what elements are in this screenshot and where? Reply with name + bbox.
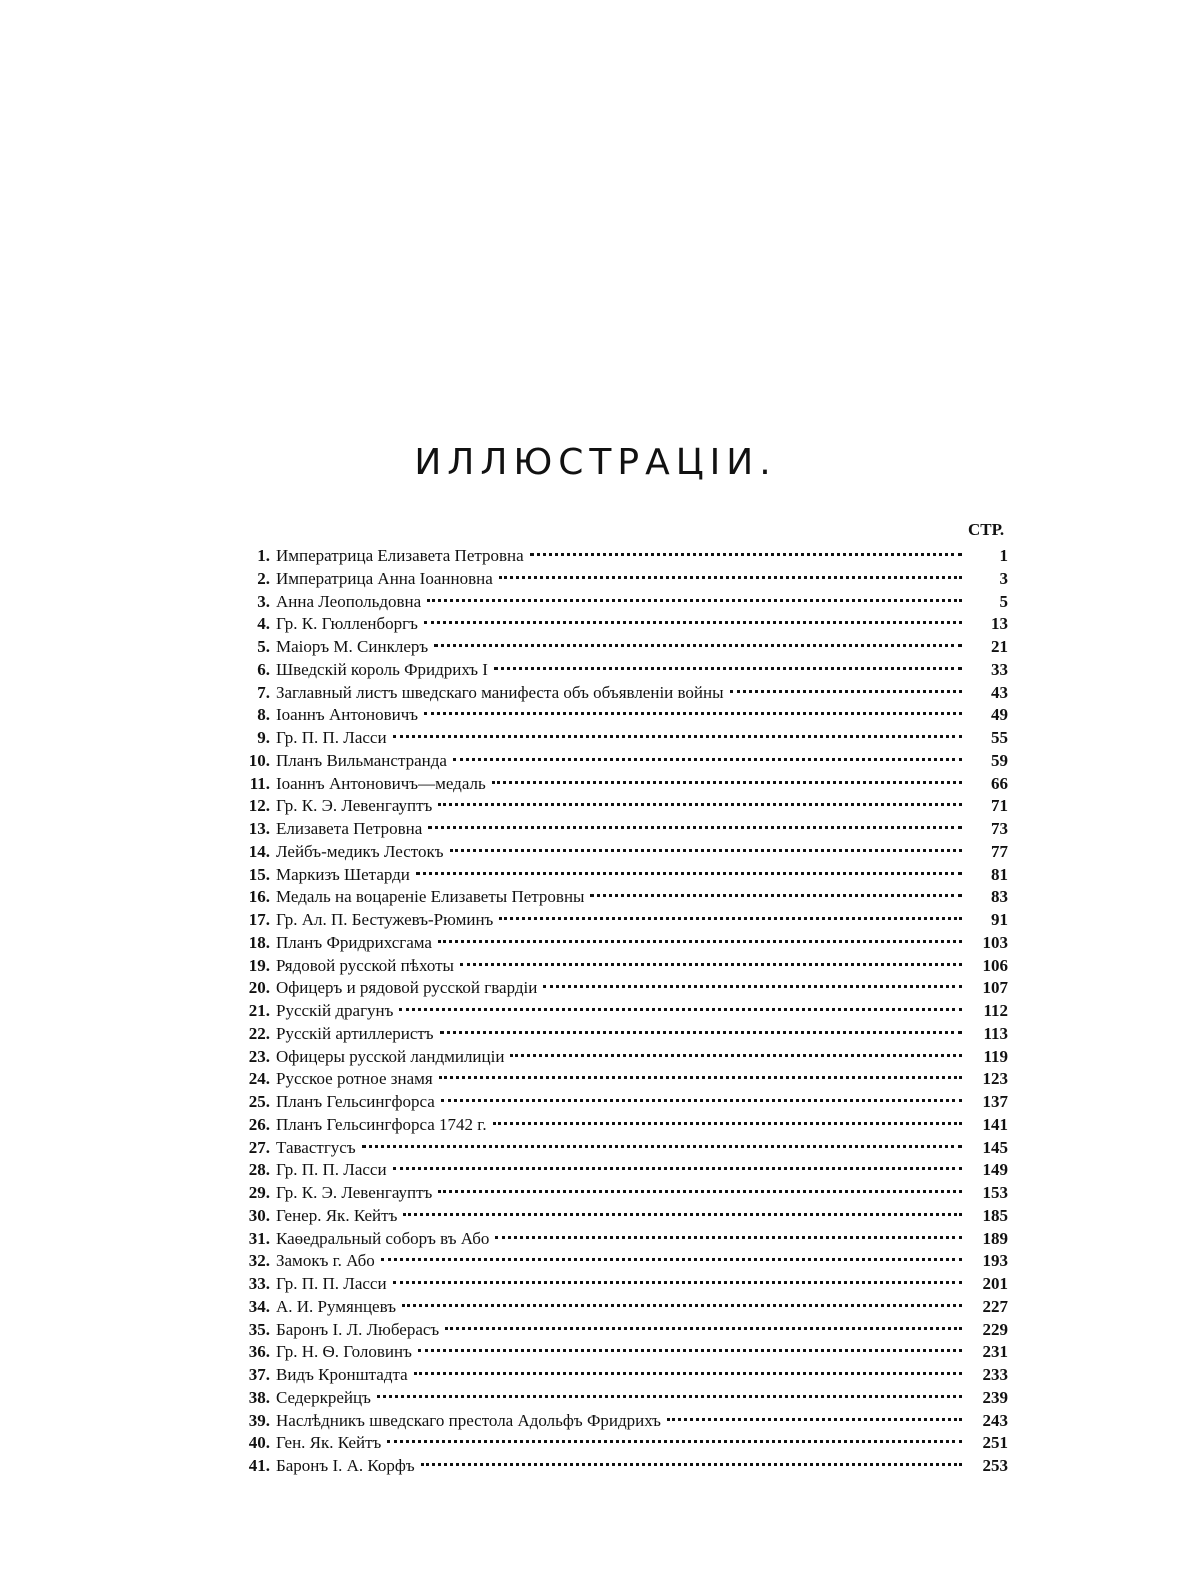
item-number: 17. [248,910,270,929]
item-page-number: 137 [982,1092,1008,1111]
item-title: Седеркрейцъ [276,1387,371,1407]
item-page-number: 73 [991,819,1008,838]
list-item[interactable] [236,1091,1008,1114]
item-title: Генер. Як. Кейтъ [276,1205,398,1225]
dot-leader [590,894,962,897]
item-page-number: 106 [982,955,1008,975]
item-number: 35. [248,1319,270,1339]
item-title: Баронъ І. Л. Люберасъ [276,1319,440,1339]
item-title: А. И. Румянцевъ [276,1296,396,1316]
item-page-number: 43 [991,682,1008,702]
item-title: Гр. К. Э. Левенгауптъ [276,1183,433,1202]
item-title: Гр. Ал. П. Бестужевъ-Рюминъ [276,910,494,929]
item-title: Русскій артиллеристъ [276,1023,434,1043]
dot-leader [510,1054,962,1057]
list-item[interactable] [236,704,1008,727]
dot-leader [427,599,962,602]
list-item[interactable] [236,1182,1008,1205]
dot-leader [493,1122,962,1125]
item-title: Русскій драгунъ [276,1001,394,1020]
list-item[interactable] [236,568,1008,591]
illustrations-list [236,545,1008,1478]
item-page-number: 83 [991,887,1008,907]
item-title: Гр. П. П. Ласси [276,1274,387,1293]
item-number: 30. [248,1205,270,1225]
list-item[interactable] [236,1046,1008,1069]
item-title: Шведскій король Фридрихъ I [276,659,488,679]
item-page-number: 239 [982,1387,1008,1407]
item-number: 3. [257,591,270,611]
item-number: 15. [248,864,270,884]
item-number: 2. [257,568,270,588]
item-number: 24. [248,1069,270,1089]
dot-leader [441,1099,962,1102]
item-page-number: 71 [991,796,1008,816]
item-title: Замокъ г. Або [276,1251,375,1271]
item-number: 20. [248,978,270,998]
item-page-number: 113 [983,1023,1008,1043]
item-number: 40. [248,1433,270,1453]
dot-leader [438,940,962,943]
item-page-number: 233 [982,1365,1008,1384]
item-number: 6. [257,659,270,679]
item-title: Гр. К. Э. Левенгауптъ [276,796,433,816]
item-title: Планъ Гельсингфорса [276,1092,435,1111]
item-page-number: 66 [991,773,1008,793]
dot-leader [494,667,962,670]
item-number: 19. [248,955,270,975]
item-page-number: 153 [982,1183,1008,1202]
item-title: Ген. Як. Кейтъ [276,1433,382,1453]
item-page-number: 227 [982,1296,1008,1316]
list-item[interactable] [236,1068,1008,1091]
item-page-number: 201 [982,1274,1008,1293]
list-item[interactable] [236,977,1008,1000]
item-number: 22. [248,1023,270,1043]
list-item[interactable] [236,1114,1008,1137]
dot-leader [438,1190,962,1193]
item-number: 37. [248,1365,270,1384]
dot-leader [362,1145,962,1148]
list-item[interactable] [236,1205,1008,1228]
list-item[interactable] [236,1023,1008,1046]
list-item[interactable] [236,1364,1008,1387]
item-title: Анна Леопольдовна [276,591,422,611]
item-page-number: 77 [991,841,1008,861]
item-title: Гр. П. П. Ласси [276,1160,387,1180]
item-page-number: 149 [982,1160,1008,1180]
list-item[interactable] [236,613,1008,636]
dot-leader [499,576,962,579]
dot-leader [543,985,962,988]
item-number: 28. [248,1160,270,1180]
item-number: 33. [248,1274,270,1293]
list-item[interactable] [236,1137,1008,1160]
dot-leader [393,735,962,738]
item-page-number: 103 [982,932,1008,952]
item-number: 1. [257,546,270,565]
item-page-number: 243 [982,1410,1008,1430]
item-title: Императрица Елизавета Петровна [276,546,524,565]
item-title: Гр. К. Гюлленборгъ [276,614,418,634]
item-number: 10. [248,750,270,770]
list-item[interactable] [236,932,1008,955]
item-title: Лейбъ-медикъ Лестокъ [276,841,444,861]
list-item[interactable] [236,841,1008,864]
dot-leader [399,1008,962,1011]
list-item[interactable] [236,1319,1008,1342]
item-number: 31. [248,1228,270,1248]
item-page-number: 145 [982,1137,1008,1157]
dot-leader [439,1076,962,1079]
item-number: 4. [257,614,270,634]
list-item[interactable] [236,1273,1008,1296]
list-item[interactable] [236,1159,1008,1182]
dot-leader [530,553,962,556]
item-title: Маіоръ М. Синклеръ [276,637,429,656]
page-title: ИЛЛЮСТРАЦІИ. [414,442,777,484]
list-item[interactable] [236,591,1008,614]
item-title: Русское ротное знамя [276,1069,433,1089]
item-number: 7. [257,682,270,702]
list-item[interactable] [236,750,1008,773]
dot-leader [730,690,962,693]
item-title: Іоаннъ Антоновичъ [276,705,419,725]
item-title: Офицеры русской ландмилиціи [276,1046,505,1066]
item-title: Медаль на воцареніе Елизаветы Петровны [276,887,585,907]
item-title: Баронъ І. А. Корфъ [276,1456,415,1475]
item-page-number: 229 [982,1319,1008,1339]
item-title: Тавастгусъ [276,1137,356,1157]
dot-leader [499,917,962,920]
item-page-number: 3 [999,568,1008,588]
item-title: Офицеръ и рядовой русской гвардіи [276,978,538,998]
item-page-number: 91 [991,910,1008,929]
item-page-number: 253 [982,1456,1008,1475]
item-page-number: 231 [982,1342,1008,1362]
list-item[interactable] [236,1341,1008,1364]
item-number: 23. [248,1046,270,1066]
item-title: Императрица Анна Іоанновна [276,568,493,588]
dot-leader [495,1236,962,1239]
list-item[interactable] [236,727,1008,750]
list-item[interactable] [236,1228,1008,1251]
dot-leader [418,1349,962,1352]
item-page-number: 141 [982,1114,1008,1134]
item-number: 26. [248,1114,270,1134]
item-title: Планъ Фридрихсгама [276,932,432,952]
item-page-number: 107 [982,978,1008,998]
item-number: 14. [248,841,270,861]
item-number: 25. [248,1092,270,1111]
item-number: 41. [248,1456,270,1475]
dot-leader [445,1327,962,1330]
dot-leader [381,1258,962,1261]
item-page-number: 21 [991,637,1008,656]
dot-leader [414,1372,962,1375]
list-item[interactable] [236,818,1008,841]
list-item[interactable] [236,1250,1008,1273]
list-item[interactable] [236,682,1008,705]
item-number: 18. [248,932,270,952]
list-item[interactable] [236,659,1008,682]
item-title: Планъ Гельсингфорса 1742 г. [276,1114,487,1134]
item-title: Каѳедральный соборъ въ Або [276,1228,490,1248]
list-item[interactable] [236,1455,1008,1478]
item-title: Наслѣдникъ шведскаго престола Адольфъ Фридрихъ [276,1410,661,1430]
dot-leader [424,621,962,624]
item-title: Гр. Н. Ѳ. Головинъ [276,1342,412,1362]
dot-leader [428,826,962,829]
dot-leader [393,1167,962,1170]
item-page-number: 112 [983,1001,1008,1020]
item-title: Планъ Вильманстранда [276,750,447,770]
item-page-number: 1 [999,546,1008,565]
dot-leader [492,781,962,784]
list-item[interactable] [236,795,1008,818]
item-title: Маркизъ Шетарди [276,864,410,884]
dot-leader [377,1395,962,1398]
list-item[interactable] [236,636,1008,659]
item-number: 36. [248,1342,270,1362]
page-column-label: СТР. [968,520,1005,539]
item-page-number: 33 [991,659,1008,679]
item-page-number: 81 [991,864,1008,884]
item-number: 27. [248,1137,270,1157]
dot-leader [393,1281,962,1284]
list-item[interactable] [236,864,1008,887]
item-title: Видъ Кронштадта [276,1365,408,1384]
item-number: 39. [248,1410,270,1430]
dot-leader [667,1418,962,1421]
dot-leader [402,1304,962,1307]
item-number: 12. [248,796,270,816]
item-title: Гр. П. П. Ласси [276,728,387,747]
item-title: Заглавный листъ шведскаго манифеста объ объявленіи войны [276,682,724,702]
item-title: Рядовой русской пѣхоты [276,955,454,975]
list-item[interactable] [236,886,1008,909]
item-number: 16. [248,887,270,907]
item-number: 9. [257,728,270,747]
item-page-number: 5 [999,591,1008,611]
dot-leader [438,803,962,806]
dot-leader [434,644,962,647]
item-page-number: 251 [982,1433,1008,1453]
item-page-number: 185 [982,1205,1008,1225]
dot-leader [450,849,962,852]
list-item[interactable] [236,773,1008,796]
list-item[interactable] [236,1387,1008,1410]
item-number: 11. [249,773,270,793]
dot-leader [403,1213,962,1216]
list-item[interactable] [236,1296,1008,1319]
item-title: Елизавета Петровна [276,819,423,838]
item-page-number: 49 [991,705,1008,725]
item-title: Іоаннъ Антоновичъ—медаль [276,773,486,793]
item-number: 13. [248,819,270,838]
item-page-number: 193 [982,1251,1008,1271]
item-page-number: 59 [991,750,1008,770]
item-page-number: 123 [982,1069,1008,1089]
dot-leader [424,712,962,715]
item-number: 32. [248,1251,270,1271]
dot-leader [387,1440,962,1443]
item-number: 38. [248,1387,270,1407]
list-item[interactable] [236,545,1008,568]
list-item[interactable] [236,955,1008,978]
dot-leader [460,963,962,966]
dot-leader [421,1463,962,1466]
item-number: 8. [257,705,270,725]
dot-leader [453,758,962,761]
list-item[interactable] [236,1000,1008,1023]
dot-leader [416,872,962,875]
item-number: 29. [248,1183,270,1202]
dot-leader [440,1031,962,1034]
item-page-number: 55 [991,728,1008,747]
list-item[interactable] [236,1432,1008,1455]
item-number: 21. [248,1001,270,1020]
list-item[interactable] [236,1410,1008,1433]
item-page-number: 119 [983,1046,1008,1066]
item-page-number: 13 [991,614,1008,634]
list-item[interactable] [236,909,1008,932]
item-number: 34. [248,1296,270,1316]
item-page-number: 189 [982,1228,1008,1248]
item-number: 5. [257,637,270,656]
